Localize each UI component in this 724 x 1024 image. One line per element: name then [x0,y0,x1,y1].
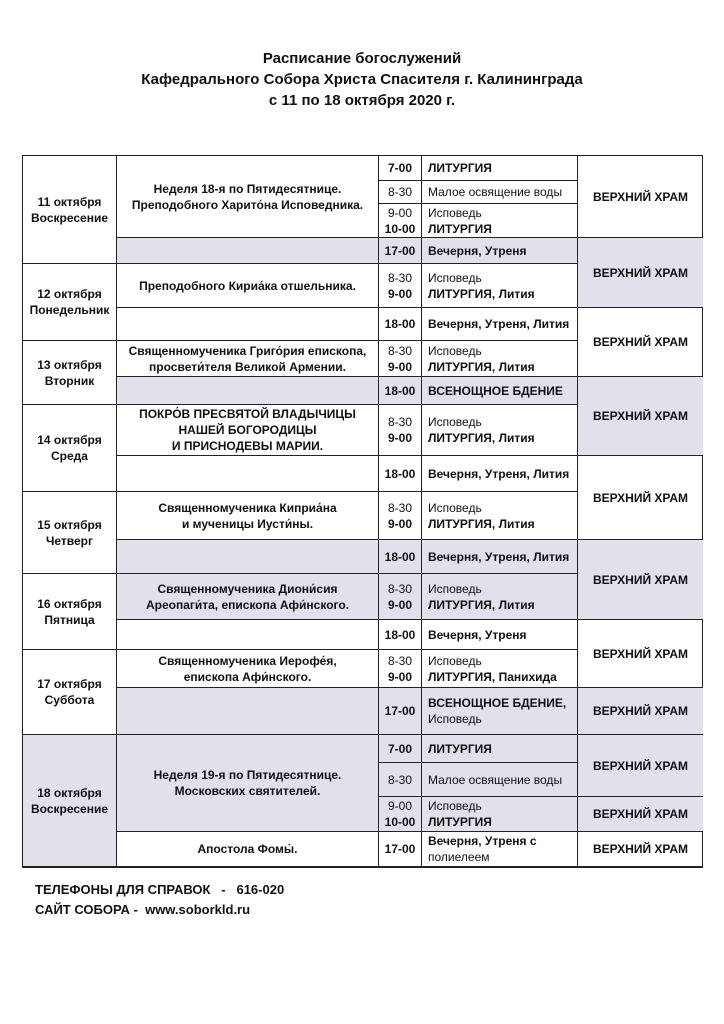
time-cell [379,341,422,377]
empty-cell [117,540,379,574]
time-cell [379,540,422,574]
time-cell [379,156,422,181]
feast-cell: ПОКРО́В ПРЕСВЯТОЙ ВЛАДЫЧИЦЫ НАШЕЙ БОГОРОДИЦЫ И ПРИСНОДЕВЫ МАРИИ. [117,405,379,456]
day-weekday: Суббота [44,693,95,707]
service-name: ЛИТУРГИЯ, Лития [428,597,535,612]
service-time: 7-00 [387,741,413,756]
day-cell [23,492,117,574]
day-weekday: Воскресение [30,210,108,225]
service-name: ЛИТУРГИЯ, Лития [428,516,535,531]
day-weekday: Воскресение [30,801,108,816]
service-cell [422,688,578,735]
service-name: ЛИТУРГИЯ [428,161,492,175]
feast-cell: Священномученика Иерофе́я, епископа Афи́нского. [117,650,379,688]
service-name: Исповедь [428,581,482,596]
temple-cell: ВЕРХНИЙ ХРАМ [578,688,703,735]
service-cell [422,763,578,797]
day-date: 11 октября [37,194,102,209]
day-date: 14 октября [37,433,102,447]
service-name: Вечерня, Утреня [428,627,527,642]
site-label: САЙТ СОБОРА - [35,902,138,917]
site-link[interactable]: www.soborkld.ru [145,902,251,917]
service-name: ЛИТУРГИЯ [428,221,492,236]
service-cell [422,620,578,650]
time-cell [379,574,422,620]
service-time: 9-00 [387,799,412,813]
service-time: 8-30 [387,653,413,668]
service-time: 17-00 [384,842,416,856]
empty-cell [117,377,379,405]
service-time: 18-00 [384,466,416,481]
service-cell [422,204,578,238]
time-cell [379,650,422,688]
service-name: Исповедь [428,205,482,220]
time-cell [379,797,422,832]
time-cell [379,620,422,650]
feast-cell: Неделя 19-я по Пятидесятнице. Московских святителей. [117,735,379,832]
service-time: 8-30 [387,772,413,787]
empty-cell [117,308,379,341]
service-time: 8-30 [387,270,413,285]
time-cell [379,492,422,540]
service-time: 9-00 [387,669,413,684]
time-cell [379,688,422,735]
service-cell [422,574,578,620]
service-name: Вечерня, Утреня с [428,834,537,848]
service-cell [422,832,578,867]
day-cell [23,405,117,492]
time-cell [379,405,422,456]
temple-cell: ВЕРХНИЙ ХРАМ [578,797,703,832]
service-cell [422,156,578,181]
day-weekday: Вторник [44,373,95,388]
temple-cell: ВЕРХНИЙ ХРАМ [578,156,703,238]
service-name: ЛИТУРГИЯ [428,741,492,756]
temple-cell: ВЕРХНИЙ ХРАМ [578,832,703,867]
temple-cell: ВЕРХНИЙ ХРАМ [578,620,703,688]
service-name: Исповедь [428,653,482,668]
service-cell [422,377,578,405]
feast-cell: Апостола Фомы́. [117,832,379,867]
service-time: 9-00 [387,431,413,445]
service-cell [422,238,578,264]
feast-cell: Неделя 18-я по Пятидесятнице. Преподобного Харито́на Исповедника. [117,156,379,238]
time-cell [379,204,422,238]
service-name: ЛИТУРГИЯ, Лития [428,431,535,445]
day-weekday: Среда [51,449,88,463]
service-time: 17-00 [384,243,416,258]
temple-cell: ВЕРХНИЙ ХРАМ [578,456,703,540]
service-name: Исповедь [428,343,482,358]
schedule-table [22,155,703,868]
service-time: 7-00 [387,161,413,175]
service-name: Исповедь [428,500,482,515]
service-name: Вечерня, Утреня, Лития [428,317,570,331]
service-name: Малое освящение воды [428,185,563,199]
service-name: Исповедь [428,799,482,813]
service-cell [422,264,578,308]
temple-cell: ВЕРХНИЙ ХРАМ [578,238,703,308]
service-name: ЛИТУРГИЯ, Панихида [428,669,557,684]
service-name: Малое освящение воды [428,772,563,787]
feast-cell: Священномученика Диони́сия Ареопаги́та, епископа Афи́нского. [117,574,379,620]
service-time: 8-30 [387,185,413,199]
service-cell [422,181,578,204]
temple-cell: ВЕРХНИЙ ХРАМ [578,540,703,620]
service-name: Вечерня, Утреня [428,243,527,258]
phone-line [35,880,284,900]
time-cell [379,832,422,867]
service-cell [422,540,578,574]
service-time: 10-00 [384,221,416,236]
day-cell [23,264,117,341]
service-name: полиелеем [428,850,490,864]
service-time: 18-00 [384,317,416,331]
phone-label: ТЕЛЕФОНЫ ДЛЯ СПРАВОК [35,882,211,897]
service-name: Вечерня, Утреня, Лития [428,549,570,564]
time-cell [379,264,422,308]
title-line-2: Кафедрального Собора Христа Спасителя г. Калининграда [141,71,583,88]
phone-number: 616-020 [236,882,285,897]
day-cell [23,341,117,405]
service-time: 9-00 [387,286,413,301]
day-date: 16 октября [37,596,102,611]
time-cell [379,238,422,264]
time-cell [379,735,422,763]
temple-cell: ВЕРХНИЙ ХРАМ [578,308,703,377]
feast-cell: Преподобного Кириа́ка отшельника. [117,264,379,308]
day-date: 17 октября [37,677,102,691]
service-time: 8-30 [387,343,413,358]
time-cell [379,308,422,341]
service-name: Исповедь [428,415,482,429]
feast-cell: Священномученика Григо́рия епископа, просвети́теля Великой Армении. [117,341,379,377]
day-date: 12 октября [37,287,102,301]
service-time: 9-00 [387,597,413,612]
site-line [35,900,284,920]
empty-cell [117,238,379,264]
service-time: 17-00 [384,704,416,718]
day-cell [23,156,117,264]
title-line-1: Расписание богослужений [262,50,462,67]
service-time: 18-00 [384,627,416,642]
service-cell [422,735,578,763]
service-name: Исповедь [428,270,482,285]
day-weekday: Понедельник [29,303,110,317]
empty-cell [117,620,379,650]
service-cell [422,456,578,492]
service-time: 9-00 [387,205,412,220]
service-cell [422,341,578,377]
service-name: ЛИТУРГИЯ, Лития [428,359,535,374]
day-cell [23,574,117,650]
service-time: 8-30 [387,581,413,596]
service-time: 9-00 [387,359,413,374]
contact-footer [35,880,284,920]
day-weekday: Четверг [45,533,94,548]
time-cell [379,456,422,492]
empty-cell [117,688,379,735]
service-cell [422,797,578,832]
service-name: ВСЕНОЩНОЕ БДЕНИЕ [428,383,563,398]
service-cell [422,492,578,540]
service-name: Вечерня, Утреня, Лития [428,466,570,481]
service-name: ЛИТУРГИЯ, Лития [428,286,535,301]
service-name: Исповедь [428,712,482,726]
time-cell [379,181,422,204]
service-cell [422,405,578,456]
time-cell [379,377,422,405]
temple-cell: ВЕРХНИЙ ХРАМ [578,735,703,797]
service-time: 8-30 [387,415,413,429]
phone-separator: - [221,882,226,897]
day-weekday: Пятница [44,612,95,627]
service-cell [422,308,578,341]
title-line-3: с 11 по 18 октября 2020 г. [268,92,456,109]
service-name: ЛИТУРГИЯ [428,815,492,829]
empty-cell [117,456,379,492]
service-cell [422,650,578,688]
feast-cell: Священномученика Киприа́на и мученицы Иусти́ны. [117,492,379,540]
service-name: ВСЕНОЩНОЕ БДЕНИЕ, [428,696,567,710]
temple-cell: ВЕРХНИЙ ХРАМ [578,377,703,456]
day-cell [23,735,117,867]
service-time: 10-00 [384,815,416,829]
service-time: 18-00 [384,549,416,564]
day-date: 13 октября [37,357,102,372]
service-time: 9-00 [387,516,413,531]
time-cell [379,763,422,797]
page-header [0,48,724,111]
day-date: 15 октября [37,517,102,532]
day-cell [23,650,117,735]
day-date: 18 октября [37,785,102,800]
service-time: 18-00 [384,383,416,398]
service-time: 8-30 [387,500,413,515]
